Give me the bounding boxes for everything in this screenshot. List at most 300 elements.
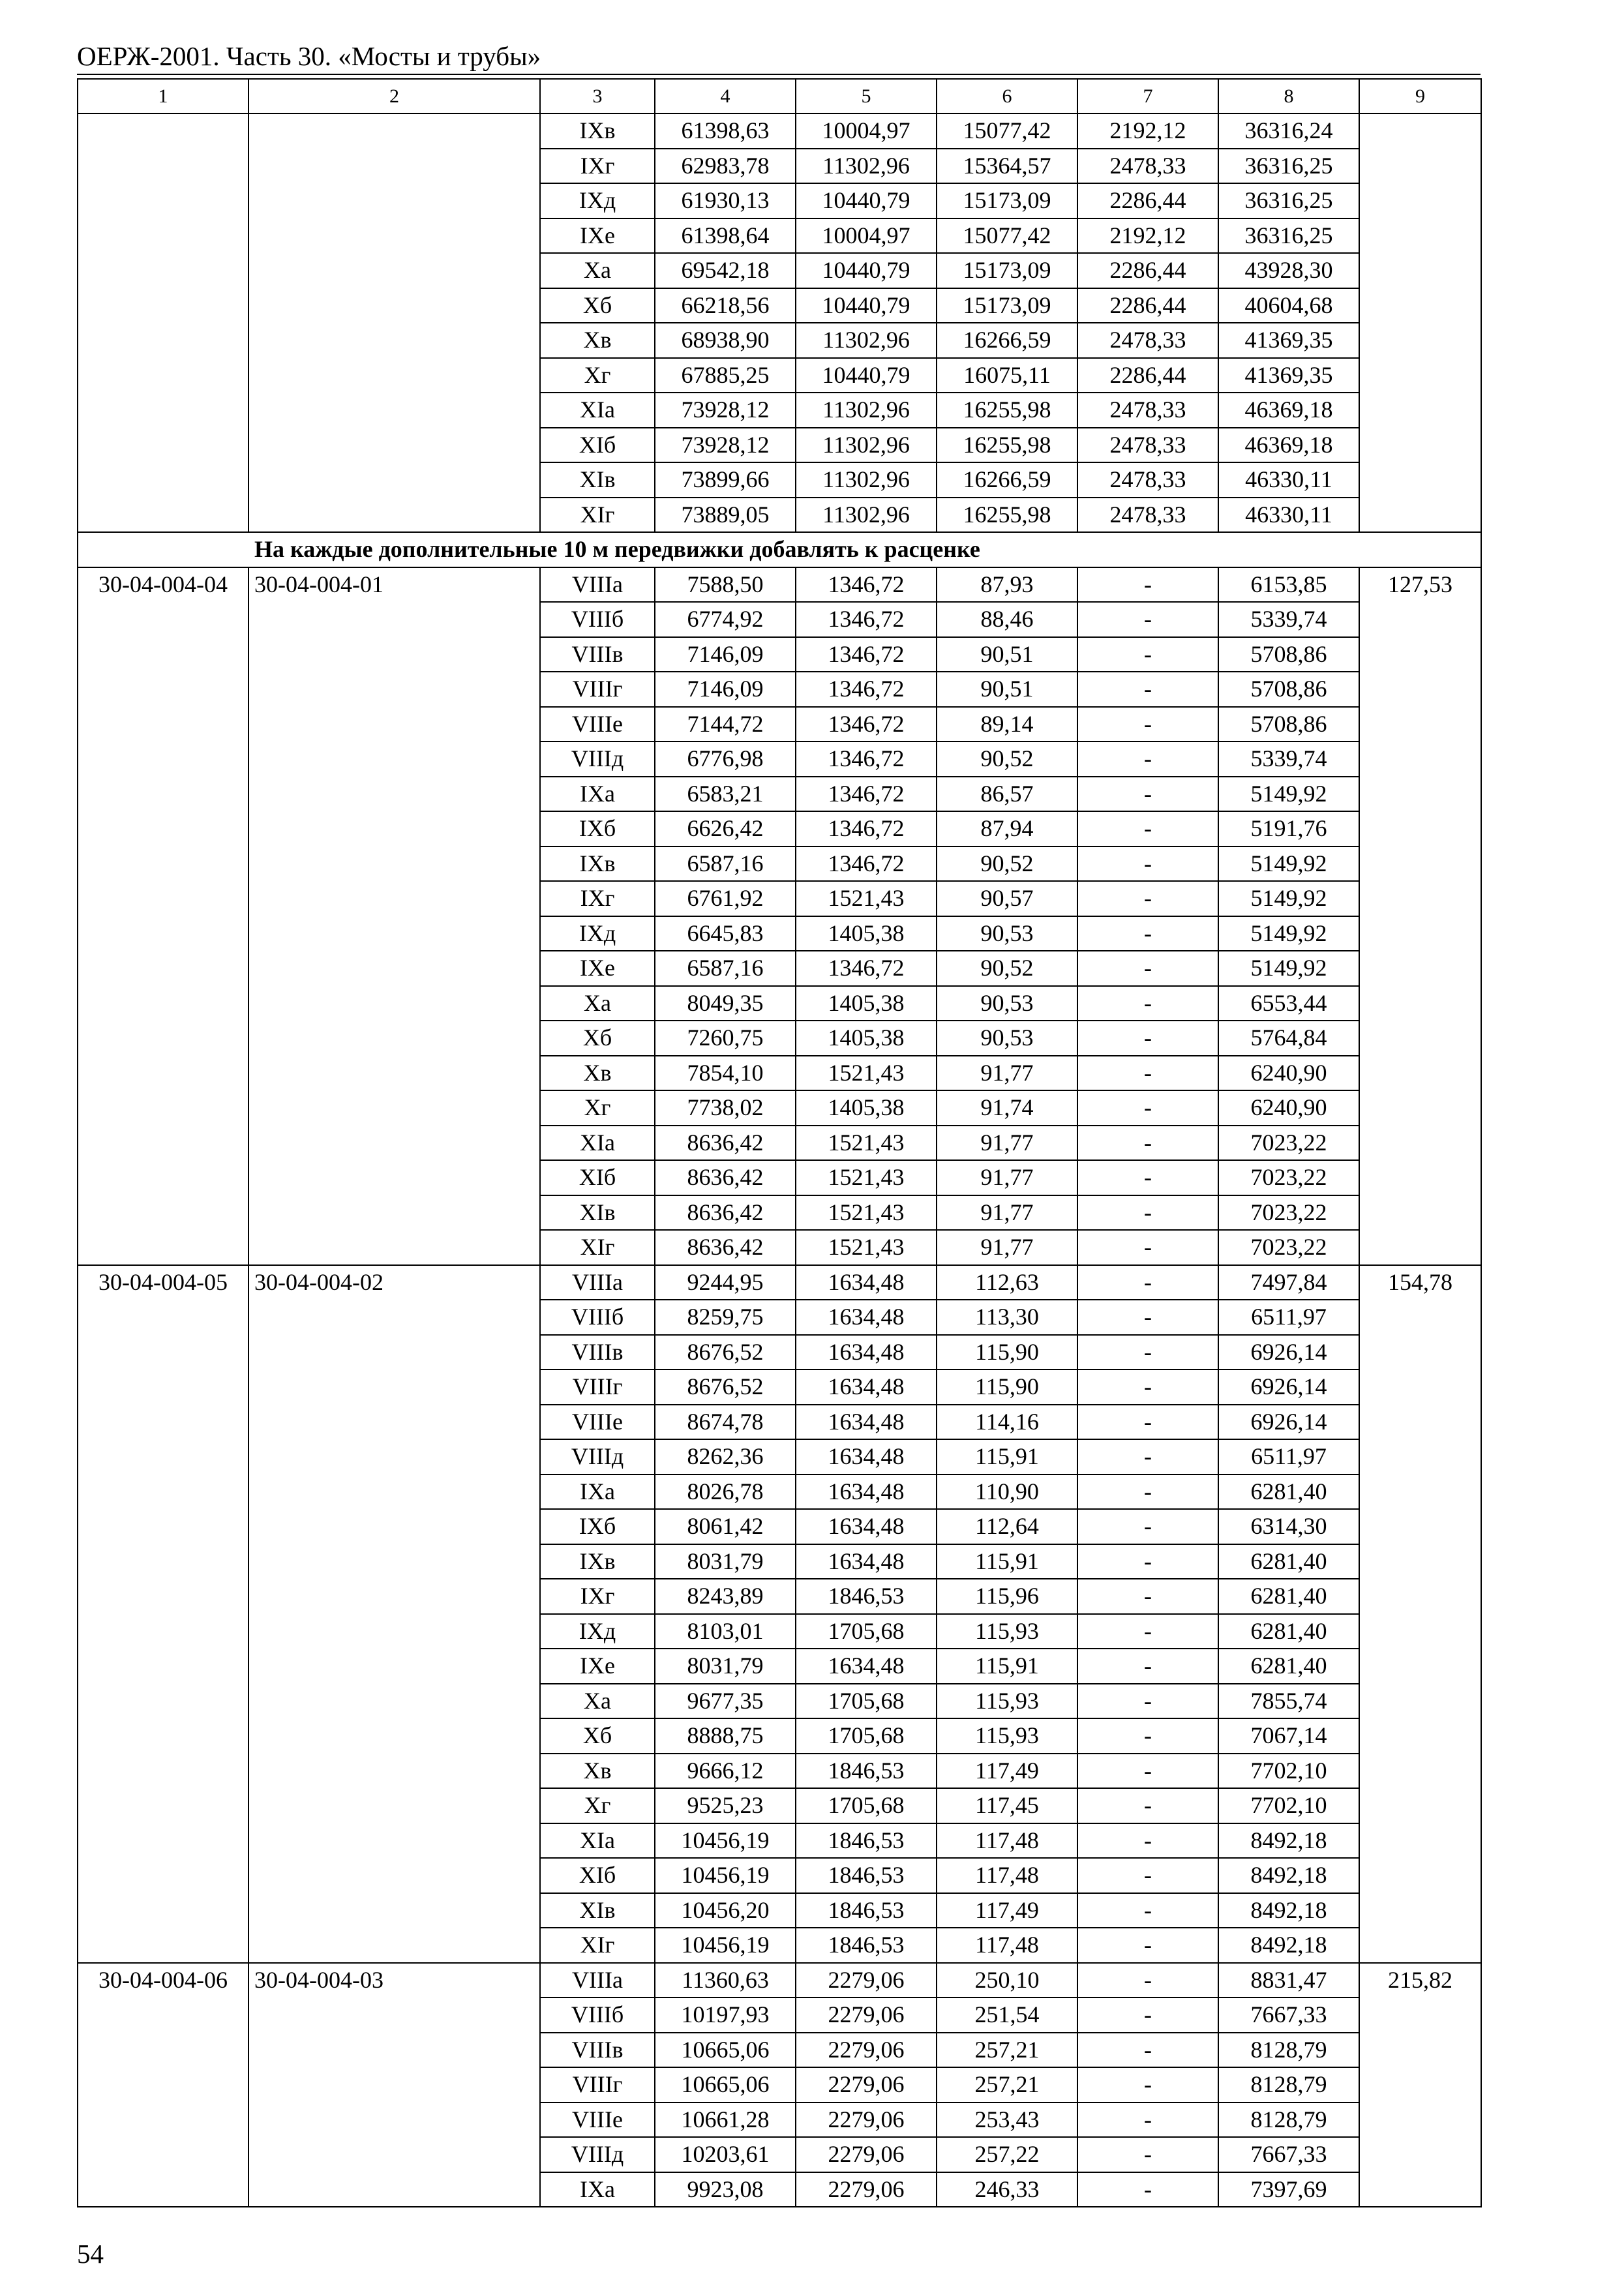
table-cell-col4: 66218,56	[655, 288, 796, 323]
table-cell-col8: 36316,25	[1218, 149, 1359, 184]
table-cell-col4: 9244,95	[655, 1265, 796, 1300]
table-cell-col8: 6281,40	[1218, 1579, 1359, 1614]
table-cell-col6: 115,90	[937, 1369, 1077, 1405]
table-cell-col4: 8103,01	[655, 1614, 796, 1649]
table-cell-col4: 7260,75	[655, 1021, 796, 1056]
base-rate-code: 30-04-004-01	[248, 567, 540, 1265]
table-cell-col7: -	[1077, 916, 1218, 951]
table-cell-col6: 115,91	[937, 1544, 1077, 1579]
table-cell-col6: 115,91	[937, 1649, 1077, 1684]
table-cell-col4: 8061,42	[655, 1509, 796, 1544]
table-cell-col6: 90,52	[937, 951, 1077, 986]
table-cell-col6: 112,64	[937, 1509, 1077, 1544]
table-row	[78, 567, 1481, 603]
table-cell-col7: -	[1077, 2067, 1218, 2102]
table-cell-col7: -	[1077, 1614, 1218, 1649]
table-cell-col8: 41369,35	[1218, 358, 1359, 393]
table-cell-col5: 1346,72	[796, 811, 937, 846]
table-cell-col6: 16266,59	[937, 323, 1077, 358]
table-cell-col4: 6645,83	[655, 916, 796, 951]
table-cell-col5: 1634,48	[796, 1509, 937, 1544]
column-number: 5	[796, 79, 937, 113]
table-cell-col4: 6587,16	[655, 846, 796, 882]
rates-table	[77, 78, 1482, 2207]
table-cell-col5: 1346,72	[796, 741, 937, 777]
table-cell-col8: 6281,40	[1218, 1614, 1359, 1649]
table-cell-col7: -	[1077, 672, 1218, 707]
table-cell-col7: 2192,12	[1077, 218, 1218, 254]
table-cell-col5: 11302,96	[796, 393, 937, 428]
table-cell-col4: 6626,42	[655, 811, 796, 846]
table-cell-col7: -	[1077, 951, 1218, 986]
table-cell-col5: 10440,79	[796, 288, 937, 323]
table-cell-col6: 117,48	[937, 1823, 1077, 1859]
table-cell-col8: 46369,18	[1218, 428, 1359, 463]
table-cell-col6: 16255,98	[937, 428, 1077, 463]
table-cell-class: VIIIв	[540, 637, 655, 672]
table-cell-col4: 9677,35	[655, 1684, 796, 1719]
table-row	[78, 1265, 1481, 1300]
table-cell-col4: 8888,75	[655, 1718, 796, 1754]
table-cell-class: Xб	[540, 288, 655, 323]
table-cell-col6: 250,10	[937, 1963, 1077, 1998]
table-cell-col5: 1405,38	[796, 916, 937, 951]
table-cell-col5: 1346,72	[796, 672, 937, 707]
table-cell-col8: 6281,40	[1218, 1649, 1359, 1684]
table-cell-col6: 90,51	[937, 637, 1077, 672]
table-cell-col4: 8636,42	[655, 1230, 796, 1265]
table-cell-col5: 1346,72	[796, 707, 937, 742]
table-cell-col8: 7023,22	[1218, 1126, 1359, 1161]
table-cell-col7: -	[1077, 1439, 1218, 1474]
table-cell-col8: 7067,14	[1218, 1718, 1359, 1754]
table-cell-class: IXв	[540, 846, 655, 882]
table-cell-col6: 117,48	[937, 1858, 1077, 1893]
table-cell-col7: -	[1077, 1544, 1218, 1579]
rate-code: 30-04-004-05	[78, 1265, 248, 1963]
table-cell-col8: 5708,86	[1218, 672, 1359, 707]
table-cell-col5: 1521,43	[796, 1126, 937, 1161]
table-cell-col7: -	[1077, 1718, 1218, 1754]
table-cell-col5: 1846,53	[796, 1579, 937, 1614]
column-number: 4	[655, 79, 796, 113]
table-cell-col7: -	[1077, 2033, 1218, 2068]
table-cell-col7: -	[1077, 1474, 1218, 1510]
table-cell-col4: 73928,12	[655, 428, 796, 463]
table-cell-col4: 7146,09	[655, 672, 796, 707]
table-cell-col8: 36316,24	[1218, 113, 1359, 149]
table-cell-col8: 8128,79	[1218, 2067, 1359, 2102]
table-cell-col7: -	[1077, 1405, 1218, 1440]
table-cell-col4: 6587,16	[655, 951, 796, 986]
table-cell-class: Xа	[540, 253, 655, 288]
table-cell-col5: 1705,68	[796, 1614, 937, 1649]
table-cell-col7: 2478,33	[1077, 428, 1218, 463]
table-cell-col5: 2279,06	[796, 1963, 937, 1998]
table-cell-col6: 86,57	[937, 777, 1077, 812]
table-cell-col8: 5149,92	[1218, 951, 1359, 986]
table-cell-col5: 1634,48	[796, 1474, 937, 1510]
table-cell-col5: 2279,06	[796, 2172, 937, 2207]
table-cell-class: Xб	[540, 1718, 655, 1754]
table-cell-class: XIв	[540, 462, 655, 498]
table-cell-col5: 10440,79	[796, 253, 937, 288]
table-cell-col5: 1346,72	[796, 846, 937, 882]
table-cell-col6: 115,96	[937, 1579, 1077, 1614]
table-cell-col8: 36316,25	[1218, 183, 1359, 218]
table-cell-col4: 7738,02	[655, 1090, 796, 1126]
table-cell-col4: 61930,13	[655, 183, 796, 218]
table-cell-col4: 8676,52	[655, 1369, 796, 1405]
table-cell-col4: 10665,06	[655, 2033, 796, 2068]
table-cell-class: VIIIв	[540, 1335, 655, 1370]
table-cell-col5: 1346,72	[796, 567, 937, 603]
table-cell-col5: 10440,79	[796, 183, 937, 218]
table-cell-col7: -	[1077, 637, 1218, 672]
table-cell-col8: 6314,30	[1218, 1509, 1359, 1544]
table-cell-col5: 1634,48	[796, 1369, 937, 1405]
table-cell-col4: 68938,90	[655, 323, 796, 358]
table-cell-col7: -	[1077, 1823, 1218, 1859]
table-cell-col8: 46330,11	[1218, 462, 1359, 498]
table-cell-col6: 113,30	[937, 1300, 1077, 1335]
table-cell-col8: 46369,18	[1218, 393, 1359, 428]
table-cell-col6: 15077,42	[937, 113, 1077, 149]
table-cell-col8: 5339,74	[1218, 741, 1359, 777]
table-cell-col6: 90,51	[937, 672, 1077, 707]
table-cell-col5: 2279,06	[796, 2033, 937, 2068]
table-cell-class: VIIIд	[540, 1439, 655, 1474]
table-cell-class: IXг	[540, 1579, 655, 1614]
table-cell-col6: 117,49	[937, 1893, 1077, 1928]
table-cell-class: IXб	[540, 811, 655, 846]
table-cell-col6: 257,21	[937, 2067, 1077, 2102]
table-cell-class: IXд	[540, 183, 655, 218]
table-cell-col8: 7023,22	[1218, 1160, 1359, 1195]
table-cell-col7: -	[1077, 1090, 1218, 1126]
table-cell-col4: 10456,19	[655, 1928, 796, 1963]
rates-table-body	[78, 79, 1481, 2207]
table-cell-col8: 8128,79	[1218, 2033, 1359, 2068]
table-cell-col6: 91,74	[937, 1090, 1077, 1126]
table-cell-col5: 10004,97	[796, 218, 937, 254]
table-cell-col5: 1634,48	[796, 1649, 937, 1684]
page-number: 54	[77, 2239, 104, 2269]
table-cell-col5: 11302,96	[796, 462, 937, 498]
table-cell-class: IXа	[540, 777, 655, 812]
table-cell-col8: 6553,44	[1218, 986, 1359, 1021]
table-cell-col8: 6240,90	[1218, 1056, 1359, 1091]
table-cell-class: VIIIб	[540, 1300, 655, 1335]
table-cell-class: IXв	[540, 113, 655, 149]
table-cell-col8: 7702,10	[1218, 1788, 1359, 1823]
table-cell-col7: 2478,33	[1077, 149, 1218, 184]
table-cell-col7: -	[1077, 811, 1218, 846]
column-number: 6	[937, 79, 1077, 113]
table-cell-class: XIв	[540, 1893, 655, 1928]
table-cell-col9	[1359, 113, 1481, 532]
table-cell-class: Xг	[540, 358, 655, 393]
table-cell-col4: 9525,23	[655, 1788, 796, 1823]
table-cell-col4: 8049,35	[655, 986, 796, 1021]
table-cell-col6: 15077,42	[937, 218, 1077, 254]
table-cell-class: VIIIе	[540, 2102, 655, 2138]
table-cell-class: XIб	[540, 428, 655, 463]
table-cell-col7: -	[1077, 1369, 1218, 1405]
table-cell-col4: 10665,06	[655, 2067, 796, 2102]
table-cell-col6: 115,93	[937, 1684, 1077, 1719]
table-cell-col5: 1634,48	[796, 1265, 937, 1300]
table-cell-base	[248, 113, 540, 532]
column-number: 1	[78, 79, 248, 113]
column-number: 9	[1359, 79, 1481, 113]
table-cell-col7: -	[1077, 567, 1218, 603]
table-cell-class: VIIIб	[540, 602, 655, 637]
table-cell-class: IXв	[540, 1544, 655, 1579]
table-cell-col4: 8636,42	[655, 1195, 796, 1231]
table-cell-class: IXг	[540, 881, 655, 916]
table-cell-col5: 1846,53	[796, 1754, 937, 1789]
table-cell-col8: 6926,14	[1218, 1405, 1359, 1440]
table-cell-col8: 5708,86	[1218, 637, 1359, 672]
table-cell-col7: -	[1077, 1858, 1218, 1893]
table-cell-col4: 8031,79	[655, 1544, 796, 1579]
table-cell-class: Xв	[540, 1754, 655, 1789]
table-cell-col5: 11302,96	[796, 323, 937, 358]
table-cell-col8: 5149,92	[1218, 916, 1359, 951]
table-cell-col4: 8676,52	[655, 1335, 796, 1370]
page-header: ОЕРЖ-2001. Часть 30. «Мосты и трубы»	[77, 41, 541, 71]
column-number: 3	[540, 79, 655, 113]
table-cell-col4: 73928,12	[655, 393, 796, 428]
rate-code: 30-04-004-04	[78, 567, 248, 1265]
table-cell-col6: 15173,09	[937, 253, 1077, 288]
table-cell-col8: 41369,35	[1218, 323, 1359, 358]
table-cell-col7: -	[1077, 1509, 1218, 1544]
table-cell-col8: 6281,40	[1218, 1544, 1359, 1579]
table-cell-col8: 7667,33	[1218, 2137, 1359, 2172]
table-cell-class: VIIIб	[540, 1997, 655, 2033]
table-cell-col8: 5149,92	[1218, 881, 1359, 916]
table-cell-col4: 8243,89	[655, 1579, 796, 1614]
table-cell-col6: 90,57	[937, 881, 1077, 916]
table-cell-col8: 5764,84	[1218, 1021, 1359, 1056]
table-cell-class: IXд	[540, 1614, 655, 1649]
table-cell-class: VIIIг	[540, 1369, 655, 1405]
table-cell-col6: 114,16	[937, 1405, 1077, 1440]
table-cell-col7: -	[1077, 1788, 1218, 1823]
table-cell-col5: 1521,43	[796, 1230, 937, 1265]
table-cell-col5: 11302,96	[796, 428, 937, 463]
table-cell-col6: 112,63	[937, 1265, 1077, 1300]
table-cell-col7: -	[1077, 1195, 1218, 1231]
table-cell-col6: 115,93	[937, 1614, 1077, 1649]
table-cell-col6: 91,77	[937, 1230, 1077, 1265]
table-cell-col4: 61398,64	[655, 218, 796, 254]
table-cell-col5: 1634,48	[796, 1405, 937, 1440]
table-cell-col7: -	[1077, 1300, 1218, 1335]
table-cell-class: XIб	[540, 1160, 655, 1195]
table-cell-col7: -	[1077, 1230, 1218, 1265]
table-cell-col6: 117,45	[937, 1788, 1077, 1823]
table-cell-col5: 1634,48	[796, 1335, 937, 1370]
table-cell-col4: 7588,50	[655, 567, 796, 603]
table-cell-col8: 6153,85	[1218, 567, 1359, 603]
table-cell-col5: 1346,72	[796, 951, 937, 986]
table-cell-col4: 10456,19	[655, 1823, 796, 1859]
table-cell-col7: -	[1077, 777, 1218, 812]
table-cell-class: IXб	[540, 1509, 655, 1544]
table-cell-col7: -	[1077, 1928, 1218, 1963]
table-cell-col5: 10004,97	[796, 113, 937, 149]
table-cell-col7: -	[1077, 986, 1218, 1021]
table-cell-col4: 7144,72	[655, 707, 796, 742]
column-number-row	[78, 79, 1481, 113]
table-row	[78, 113, 1481, 149]
table-cell-class: Xг	[540, 1090, 655, 1126]
table-cell-col9: 154,78	[1359, 1265, 1481, 1963]
table-cell-col5: 1634,48	[796, 1439, 937, 1474]
table-cell-col4: 8674,78	[655, 1405, 796, 1440]
table-cell-col8: 8128,79	[1218, 2102, 1359, 2138]
table-cell-class: XIа	[540, 1823, 655, 1859]
table-cell-col6: 246,33	[937, 2172, 1077, 2207]
table-cell-col4: 7854,10	[655, 1056, 796, 1091]
table-cell-class: XIа	[540, 1126, 655, 1161]
table-cell-col7: 2286,44	[1077, 288, 1218, 323]
table-cell-col7: 2478,33	[1077, 393, 1218, 428]
table-cell-col7: 2286,44	[1077, 183, 1218, 218]
table-cell-class: IXг	[540, 149, 655, 184]
column-number: 7	[1077, 79, 1218, 113]
table-cell-col8: 5339,74	[1218, 602, 1359, 637]
table-cell-col5: 2279,06	[796, 1997, 937, 2033]
table-cell-class: IXа	[540, 2172, 655, 2207]
table-cell-col6: 251,54	[937, 1997, 1077, 2033]
table-cell-col7: -	[1077, 2137, 1218, 2172]
table-cell-class: VIIIд	[540, 741, 655, 777]
table-cell-col6: 87,94	[937, 811, 1077, 846]
table-cell-col7: -	[1077, 1126, 1218, 1161]
table-cell-col5: 1705,68	[796, 1684, 937, 1719]
table-cell-col6: 16255,98	[937, 498, 1077, 533]
table-cell-col6: 15173,09	[937, 183, 1077, 218]
table-cell-class: XIг	[540, 1928, 655, 1963]
table-cell-col8: 7397,69	[1218, 2172, 1359, 2207]
column-number: 2	[248, 79, 540, 113]
table-cell-col6: 115,93	[937, 1718, 1077, 1754]
table-cell-col8: 6281,40	[1218, 1474, 1359, 1510]
table-cell-col7: -	[1077, 881, 1218, 916]
table-cell-col8: 7497,84	[1218, 1265, 1359, 1300]
table-cell-col6: 88,46	[937, 602, 1077, 637]
table-cell-col8: 8492,18	[1218, 1858, 1359, 1893]
table-cell-class: VIIIг	[540, 2067, 655, 2102]
table-cell-col7: -	[1077, 846, 1218, 882]
table-cell-col4: 11360,63	[655, 1963, 796, 1998]
table-cell-col4: 10661,28	[655, 2102, 796, 2138]
table-cell-class: XIг	[540, 1230, 655, 1265]
table-row	[78, 1963, 1481, 1998]
table-cell-col5: 1521,43	[796, 1195, 937, 1231]
table-cell-col6: 15173,09	[937, 288, 1077, 323]
table-cell-col7: -	[1077, 1579, 1218, 1614]
header-rule	[77, 74, 1481, 75]
table-cell-col5: 2279,06	[796, 2067, 937, 2102]
table-cell-col5: 1846,53	[796, 1858, 937, 1893]
table-cell-class: Xа	[540, 986, 655, 1021]
table-cell-col8: 6511,97	[1218, 1300, 1359, 1335]
table-cell-col4: 6774,92	[655, 602, 796, 637]
table-cell-class: Xа	[540, 1684, 655, 1719]
table-cell-col6: 91,77	[937, 1126, 1077, 1161]
table-cell-col7: -	[1077, 602, 1218, 637]
table-cell-col5: 1405,38	[796, 1090, 937, 1126]
table-cell-col8: 5149,92	[1218, 777, 1359, 812]
table-cell-col5: 10440,79	[796, 358, 937, 393]
table-cell-col6: 115,91	[937, 1439, 1077, 1474]
table-cell-col5: 1521,43	[796, 881, 937, 916]
table-cell-col7: -	[1077, 1893, 1218, 1928]
table-cell-class: Xв	[540, 323, 655, 358]
table-cell-col5: 1346,72	[796, 637, 937, 672]
table-cell-col8: 40604,68	[1218, 288, 1359, 323]
table-cell-col6: 16255,98	[937, 393, 1077, 428]
table-cell-col4: 9666,12	[655, 1754, 796, 1789]
table-cell-class: VIIIг	[540, 672, 655, 707]
table-cell-col7: -	[1077, 1997, 1218, 2033]
table-cell-col5: 1634,48	[796, 1300, 937, 1335]
table-cell-class: VIIIа	[540, 567, 655, 603]
table-cell-col6: 91,77	[937, 1056, 1077, 1091]
table-cell-col4: 7146,09	[655, 637, 796, 672]
table-cell-col4: 8259,75	[655, 1300, 796, 1335]
base-rate-code: 30-04-004-02	[248, 1265, 540, 1963]
table-cell-col6: 257,21	[937, 2033, 1077, 2068]
table-cell-col7: -	[1077, 1754, 1218, 1789]
table-cell-col8: 8492,18	[1218, 1893, 1359, 1928]
table-cell-col8: 43928,30	[1218, 253, 1359, 288]
table-cell-col5: 1705,68	[796, 1788, 937, 1823]
section-title: На каждые дополнительные 10 м передвижки добавлять к расценке	[78, 532, 1481, 567]
table-cell-col7: -	[1077, 1963, 1218, 1998]
table-cell-col6: 90,53	[937, 916, 1077, 951]
column-number: 8	[1218, 79, 1359, 113]
table-cell-col4: 62983,78	[655, 149, 796, 184]
table-cell-col7: -	[1077, 1160, 1218, 1195]
table-cell-col5: 1705,68	[796, 1718, 937, 1754]
table-cell-col7: 2478,33	[1077, 323, 1218, 358]
table-cell-col5: 1521,43	[796, 1160, 937, 1195]
table-cell-class: XIг	[540, 498, 655, 533]
table-cell-class: VIIIа	[540, 1265, 655, 1300]
table-cell-col5: 2279,06	[796, 2137, 937, 2172]
table-cell-col8: 46330,11	[1218, 498, 1359, 533]
table-cell-col9: 127,53	[1359, 567, 1481, 1265]
table-cell-col8: 8831,47	[1218, 1963, 1359, 1998]
table-cell-col4: 8026,78	[655, 1474, 796, 1510]
table-cell-class: IXа	[540, 1474, 655, 1510]
table-cell-col6: 110,90	[937, 1474, 1077, 1510]
table-cell-col8: 7023,22	[1218, 1230, 1359, 1265]
table-cell-col8: 36316,25	[1218, 218, 1359, 254]
table-cell-col6: 253,43	[937, 2102, 1077, 2138]
rates-table-container	[77, 78, 1482, 2207]
table-cell-col6: 87,93	[937, 567, 1077, 603]
table-cell-col8: 8492,18	[1218, 1823, 1359, 1859]
table-cell-class: Xг	[540, 1788, 655, 1823]
table-cell-col5: 11302,96	[796, 498, 937, 533]
